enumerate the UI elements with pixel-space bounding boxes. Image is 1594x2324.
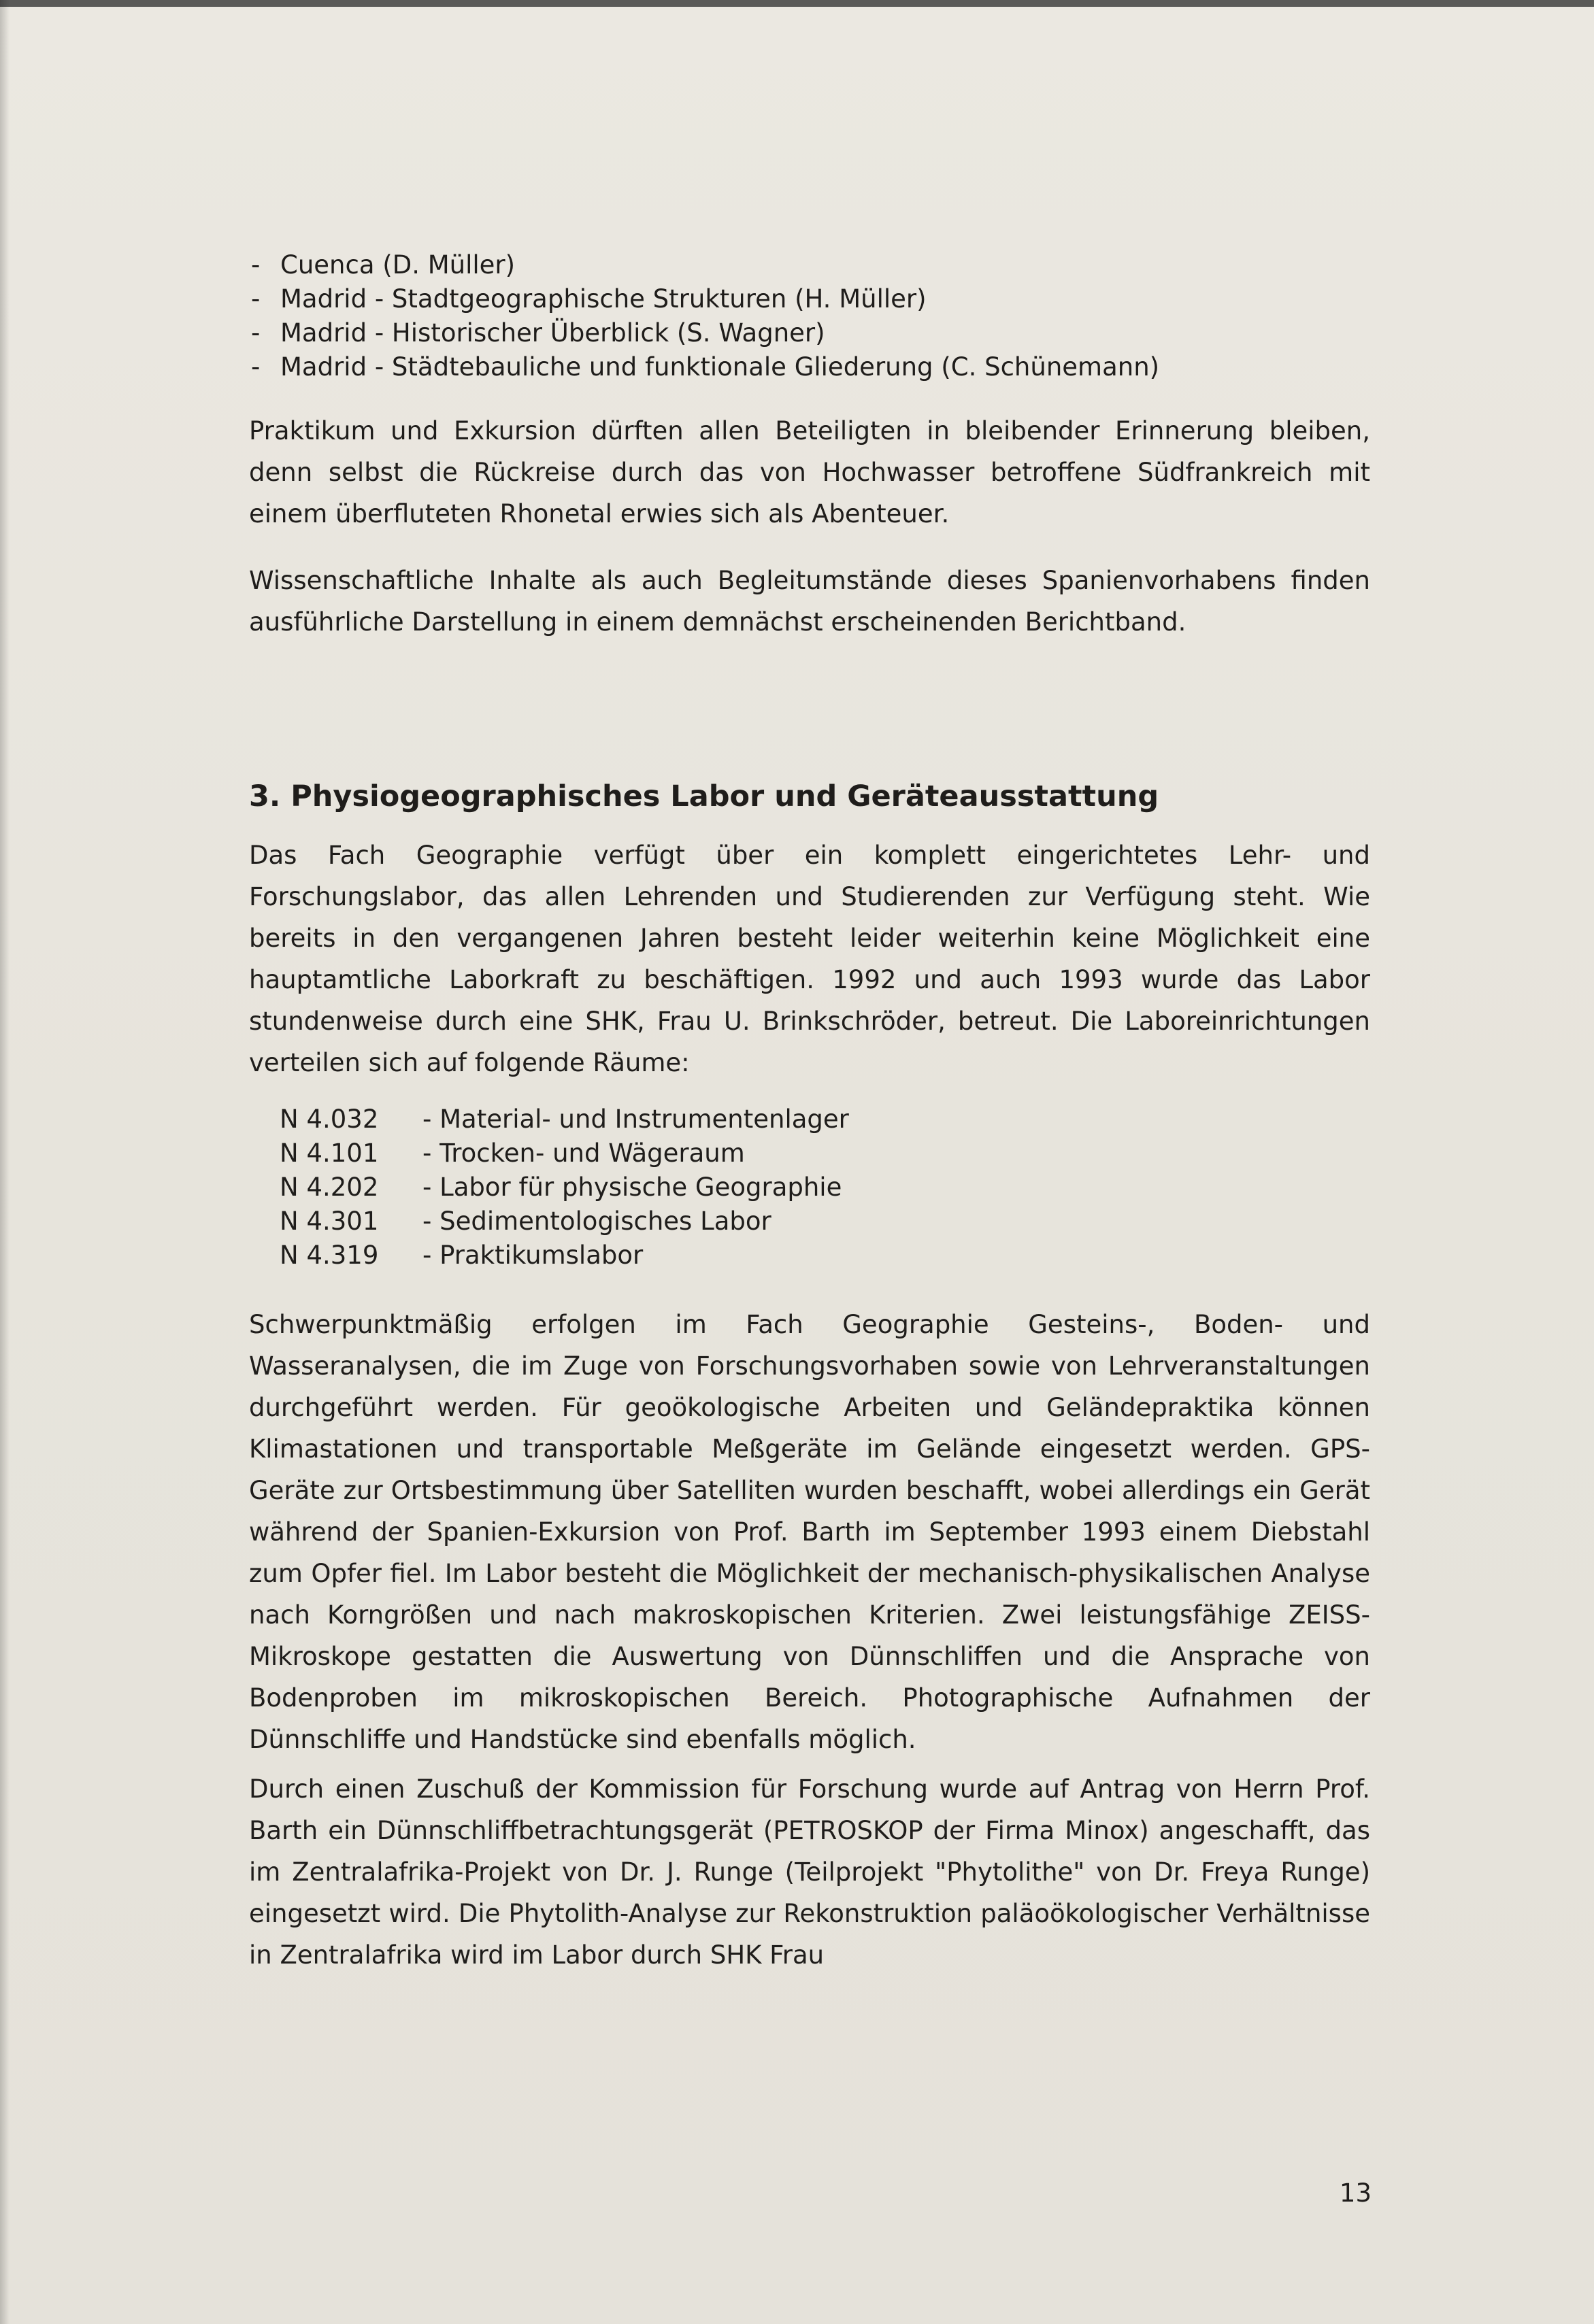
list-item: - Cuenca (D. Müller) [249,248,1370,282]
paragraph-praktikum: Praktikum und Exkursion dürften allen Beteiligten in bleibender Erinnerung bleiben, denn selbst die Rückreise durch das von Hochwasser betroffene Südfrankreich mit einem überfluteten Rhonetal erwies sich als Abenteuer. [249,416,1370,528]
room-description: - Material- und Instrumentenlager [422,1105,849,1134]
room-description: - Sedimentologisches Labor [422,1207,771,1236]
paragraph-labor-intro: Das Fach Geographie verfügt über ein komplett eingerichtetes Lehr- und Forschungslabor, das allen Lehrenden und Studierenden zur Verfügung steht. Wie bereits in den vergangenen Jahren besteht leider weiterhin keine Möglichkeit eine hauptamtliche Laborkraft zu beschäftigen. 1992 und auch 1993 wurde das Labor stundenweise durch eine SHK, Frau U. Brinkschröder, betreut. Die Laboreinrichtungen verteilen sich auf folgende Räume: [249,841,1370,1077]
page-number: 13 [1339,2178,1372,2208]
room-code: N 4.101 [280,1139,379,1168]
room-row [280,1205,849,1239]
room-row [280,1102,849,1136]
paragraph-analysen: Schwerpunktmäßig erfolgen im Fach Geographie Gesteins-, Boden- und Wasseranalysen, die im Zuge von Forschungsvorhaben sowie von Lehrveranstaltungen durchgeführt werden. Für geoökologische Arbeiten und Geländepraktika können Klimastationen und transportable Meßgeräte im Gelände eingesetzt werden. GPS-Geräte zur Ortsbestimmung über Satelliten wurden beschafft, wobei allerdings ein Gerät während der Spanien-Exkursion von Prof. Barth im September 1993 einem Diebstahl zum Opfer fiel. Im Labor besteht die Möglichkeit der mechanisch-physikalischen Analyse nach Korngrößen und nach makroskopischen Kriterien. Zwei leistungsfähige ZEISS-Mikroskope gestatten die Auswertung von Dünnschliffen und die Ansprache von Bodenproben im mikroskopischen Bereich. Photographische Aufnahmen der Dünnschliffe und Handstücke sind ebenfalls möglich. [249,1310,1370,1754]
room-description: - Praktikumslabor [422,1241,644,1270]
room-code: N 4.301 [280,1207,379,1236]
list-item: - Madrid - Städtebauliche und funktionale Gliederung (C. Schünemann) [249,350,1370,384]
list-item: - Madrid - Stadtgeographische Strukturen (H. Müller) [249,282,1370,316]
room-code: N 4.202 [280,1173,379,1202]
room-code: N 4.319 [280,1241,379,1270]
page-content [249,248,1370,1976]
room-code: N 4.032 [280,1105,379,1134]
room-description: - Labor für physische Geographie [422,1173,842,1202]
room-list [280,1102,849,1273]
paragraph-zuschuss: Durch einen Zuschuß der Kommission für Forschung wurde auf Antrag von Herrn Prof. Barth ein Dünnschliffbetrachtungsgerät (PETROSKOP der Firma Minox) angeschafft, das im Zentralafrika-Projekt von Dr. J. Runge (Teilprojekt "Phytolithe" von Dr. Freya Runge) eingesetzt wird. Die Phytolith-Analyse zur Rekonstruktion paläoökologischer Verhältnisse in Zentralafrika wird im Labor durch SHK Frau [249,1774,1370,1970]
list-item: - Madrid - Historischer Überblick (S. Wagner) [249,316,1370,350]
room-row [280,1136,849,1171]
room-row [280,1239,849,1273]
room-description: - Trocken- und Wägeraum [422,1139,745,1168]
room-row [280,1171,849,1205]
paragraph-wissenschaftliche-inhalte: Wissenschaftliche Inhalte als auch Begleitumstände dieses Spanienvorhabens finden ausführliche Darstellung in einem demnächst erscheinenden Berichtband. [249,566,1370,637]
section-heading: 3. Physiogeographisches Labor und Geräteausstattung [249,779,1159,813]
excursion-topic-list [249,248,1370,384]
